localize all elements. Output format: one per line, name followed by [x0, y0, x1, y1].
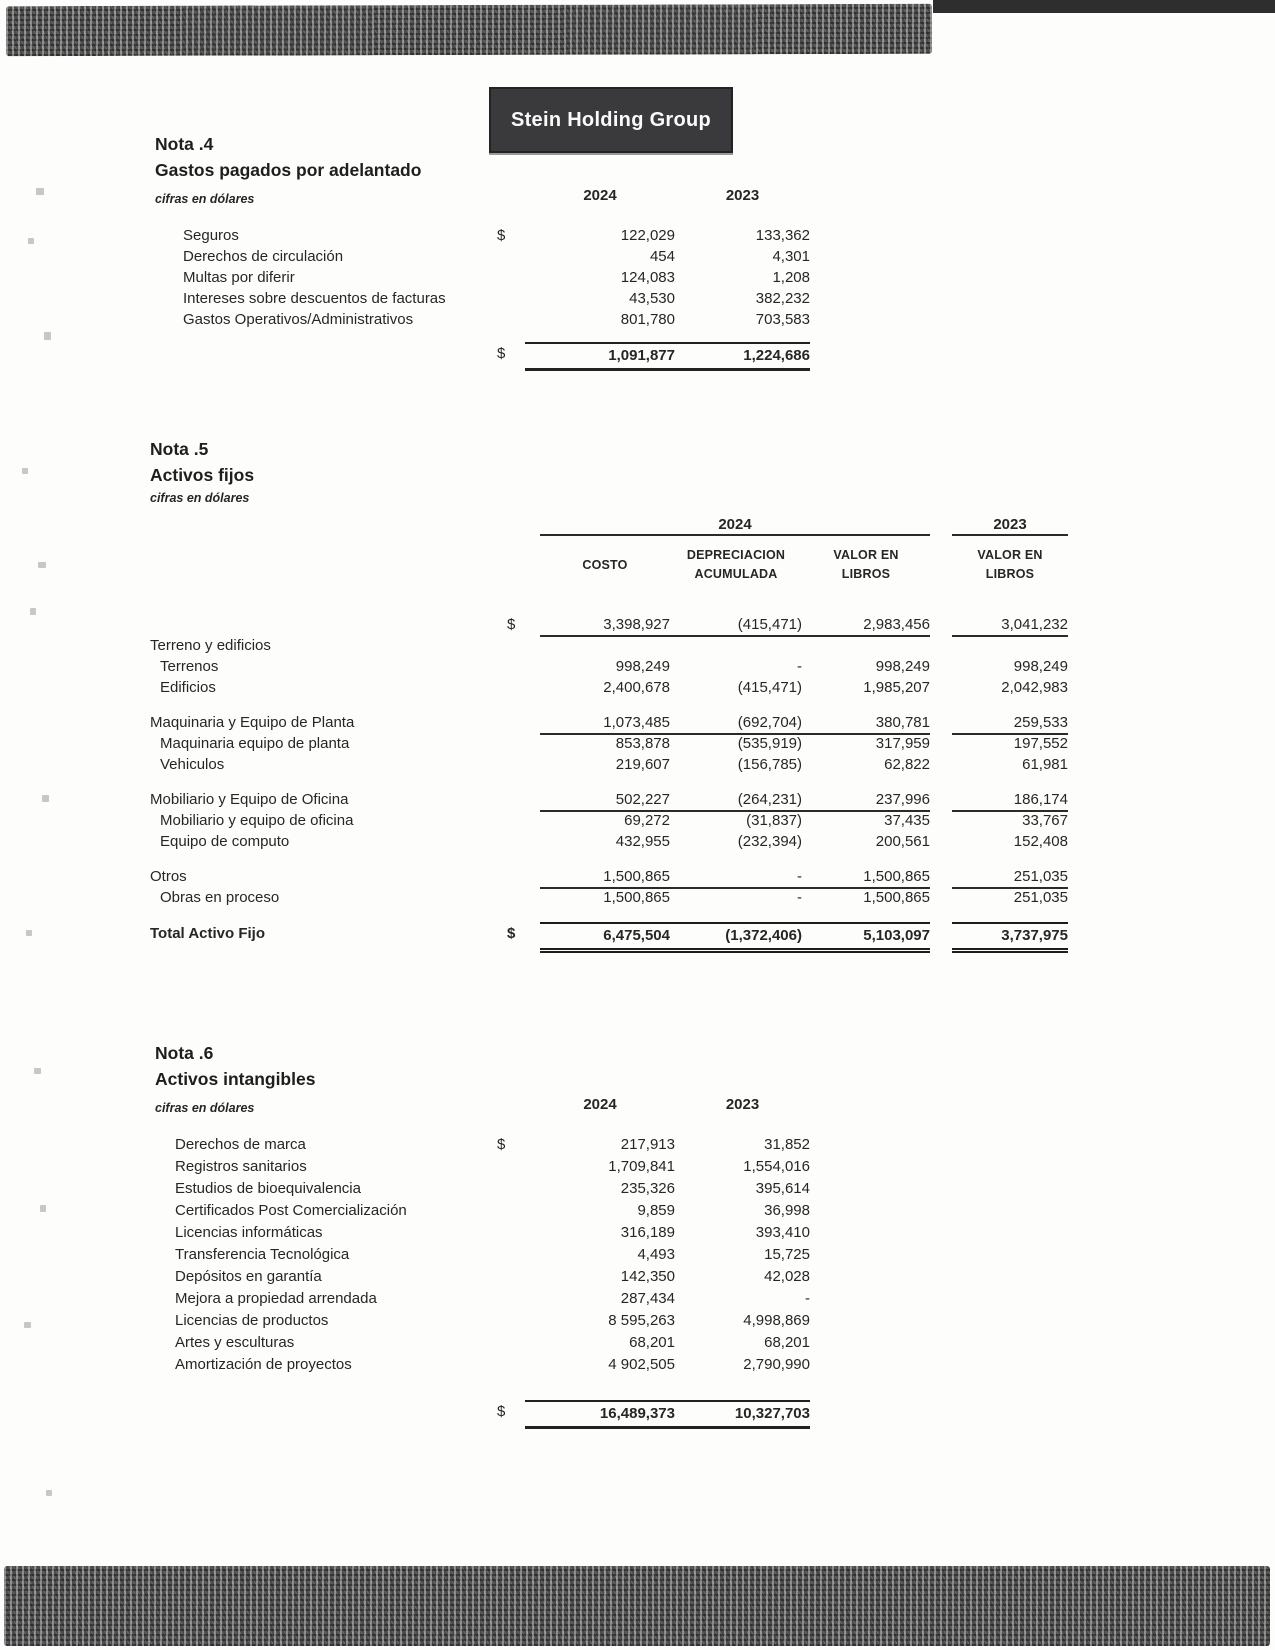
row-label: Derechos de circulación	[183, 248, 344, 265]
value-2024: 4 902,505	[608, 1356, 675, 1373]
value-2024: 454	[649, 248, 675, 265]
value-2024: 235,326	[620, 1180, 675, 1197]
value-2024: 316,189	[620, 1224, 675, 1241]
note-5-section	[150, 438, 1068, 951]
depreciacion: (156,785)	[737, 756, 802, 773]
row-label: Artes y esculturas	[175, 1334, 295, 1351]
valor-libros: 380,781	[802, 712, 930, 735]
table-row	[155, 309, 815, 330]
row-label: Terreno y edificios	[150, 637, 271, 654]
note-4-table	[155, 225, 815, 330]
costo: 432,955	[615, 833, 670, 850]
value-2023: 1,208	[772, 269, 810, 286]
scan-speck	[46, 1490, 52, 1496]
row-label: Obras en proceso	[160, 889, 280, 906]
valor-libros-2023: 2,042,983	[1001, 679, 1068, 696]
valor-libros: 998,249	[875, 658, 930, 675]
table-row	[150, 810, 1068, 831]
column-header-costo: COSTO	[582, 557, 628, 572]
depreciacion: -	[797, 889, 802, 906]
note-5-column-headers	[150, 542, 1068, 588]
value-2024: 124,083	[620, 269, 675, 286]
column-header-valor-libros: VALOR EN LIBROS	[833, 548, 899, 581]
note-4-title: Nota .4	[155, 134, 214, 154]
valor-libros-2023: 259,533	[952, 712, 1068, 735]
table-row	[150, 866, 1068, 887]
depreciacion: (415,471)	[737, 679, 802, 696]
value-2024: 142,350	[620, 1268, 675, 1285]
depreciacion: (31,837)	[746, 812, 802, 829]
row-label: Registros sanitarios	[175, 1158, 307, 1175]
table-row	[155, 267, 815, 288]
note-6-table	[155, 1134, 815, 1376]
row-label: Terrenos	[160, 658, 219, 675]
value-2023: 382,232	[755, 290, 810, 307]
scan-speck	[42, 795, 49, 802]
table-row	[150, 733, 1068, 754]
costo: 1,500,865	[603, 889, 670, 906]
valor-libros-2023: 33,767	[1022, 812, 1068, 829]
valor-libros: 1,985,207	[863, 679, 930, 696]
scan-speck	[34, 1068, 41, 1074]
costo: 853,878	[615, 735, 670, 752]
scan-speck	[24, 1322, 31, 1328]
valor-libros: 62,822	[884, 756, 930, 773]
scan-noise-band-top	[6, 4, 932, 56]
table-row	[155, 1244, 815, 1266]
costo: 502,227	[540, 789, 670, 812]
table-row	[150, 656, 1068, 677]
scan-speck	[30, 608, 36, 615]
table-row	[155, 1310, 815, 1332]
table-row	[150, 712, 1068, 733]
row-label: Multas por diferir	[183, 269, 295, 286]
total-valor-libros-2023: 3,737,975	[952, 922, 1068, 953]
valor-libros-2023: 251,035	[952, 866, 1068, 889]
row-label: Otros	[150, 868, 187, 885]
note-5-year-headers	[150, 516, 1068, 536]
scan-speck	[44, 332, 51, 340]
valor-libros: 317,959	[875, 735, 930, 752]
currency-symbol: $	[507, 925, 516, 942]
note-6-title: Nota .6	[155, 1043, 214, 1063]
value-2023: 15,725	[764, 1246, 810, 1263]
note-4-total-row	[155, 342, 815, 369]
value-2024: 43,530	[629, 290, 675, 307]
row-label: Equipo de computo	[160, 833, 290, 850]
total-2024: 1,091,877	[608, 347, 675, 364]
total-2024: 16,489,373	[599, 1405, 675, 1422]
column-header-2023: 2023	[952, 516, 1068, 536]
table-row	[155, 1134, 815, 1156]
value-2023: 4,998,869	[743, 1312, 810, 1329]
value-2023: 133,362	[755, 227, 810, 244]
value-2024: 8 595,263	[608, 1312, 675, 1329]
row-label: Mobiliario y equipo de oficina	[160, 812, 354, 829]
valor-libros-2023: 3,041,232	[952, 614, 1068, 637]
table-row	[150, 754, 1068, 775]
value-2023: 395,614	[755, 1180, 810, 1197]
valor-libros-2023: 998,249	[1013, 658, 1068, 675]
value-2023: 393,410	[755, 1224, 810, 1241]
table-row	[155, 1288, 815, 1310]
total-costo: 6,475,504	[603, 927, 670, 944]
table-row	[155, 1332, 815, 1354]
value-2023: 4,301	[772, 248, 810, 265]
value-2023: -	[805, 1290, 810, 1307]
depreciacion: (264,231)	[670, 789, 802, 812]
table-row	[150, 677, 1068, 698]
costo: 69,272	[624, 812, 670, 829]
table-row	[155, 1178, 815, 1200]
row-label: Licencias informáticas	[175, 1224, 323, 1241]
currency-symbol: $	[497, 1403, 506, 1420]
row-label: Transferencia Tecnológica	[175, 1246, 350, 1263]
table-row	[155, 1266, 815, 1288]
costo: 3,398,927	[540, 614, 670, 637]
column-header-2024: 2024	[583, 187, 617, 204]
note-5-subtitle: Activos fijos	[150, 465, 255, 485]
scan-edge-bar	[933, 0, 1275, 13]
value-2023: 68,201	[764, 1334, 810, 1351]
row-label: Licencias de productos	[175, 1312, 329, 1329]
costo: 219,607	[615, 756, 670, 773]
value-2023: 1,554,016	[743, 1158, 810, 1175]
depreciacion: -	[797, 658, 802, 675]
company-logo-text: Stein Holding Group	[510, 108, 712, 131]
currency-symbol: $	[507, 616, 516, 633]
value-2024: 1,709,841	[608, 1158, 675, 1175]
value-2023: 2,790,990	[743, 1356, 810, 1373]
note-5-total-row	[150, 922, 1068, 951]
column-header-2023: 2023	[725, 187, 760, 204]
currency-symbol: $	[497, 1136, 506, 1153]
unit-note: cifras en dólares	[155, 192, 255, 206]
table-row	[155, 225, 815, 246]
scan-speck	[38, 562, 46, 568]
value-2024: 801,780	[620, 311, 675, 328]
row-label: Mejora a propiedad arrendada	[175, 1290, 377, 1307]
valor-libros: 1,500,865	[802, 866, 930, 889]
valor-libros-2023: 186,174	[952, 789, 1068, 812]
table-row	[150, 887, 1068, 908]
depreciacion: (415,471)	[670, 614, 802, 637]
depreciacion: (692,704)	[670, 712, 802, 735]
unit-note: cifras en dólares	[155, 1101, 255, 1115]
table-row	[150, 789, 1068, 810]
currency-symbol: $	[497, 345, 506, 362]
value-2024: 68,201	[629, 1334, 675, 1351]
scan-speck	[36, 188, 44, 195]
valor-libros-2023: 251,035	[1013, 889, 1068, 906]
value-2024: 122,029	[620, 227, 675, 244]
valor-libros: 2,983,456	[802, 614, 930, 637]
value-2023: 703,583	[755, 311, 810, 328]
row-label: Estudios de bioequivalencia	[175, 1180, 361, 1197]
value-2023: 36,998	[764, 1202, 810, 1219]
row-label: Edificios	[160, 679, 216, 696]
currency-symbol: $	[497, 227, 506, 244]
value-2023: 42,028	[764, 1268, 810, 1285]
table-row	[155, 288, 815, 309]
column-header-valor-libros-2023: VALOR EN LIBROS	[977, 548, 1043, 581]
total-2023: 1,224,686	[743, 347, 810, 364]
valor-libros: 237,996	[802, 789, 930, 812]
row-label: Amortización de proyectos	[175, 1356, 352, 1373]
total-label: Total Activo Fijo	[150, 925, 265, 942]
row-label: Depósitos en garantía	[175, 1268, 322, 1285]
row-label: Seguros	[183, 227, 239, 244]
costo: 998,249	[615, 658, 670, 675]
table-row	[155, 246, 815, 267]
table-row	[150, 614, 1068, 635]
depreciacion: -	[670, 866, 802, 889]
row-label: Derechos de marca	[175, 1136, 306, 1153]
note-6-subtitle: Activos intangibles	[155, 1069, 316, 1089]
table-row	[155, 1222, 815, 1244]
costo: 1,500,865	[540, 866, 670, 889]
row-label: Intereses sobre descuentos de facturas	[183, 290, 446, 307]
row-label: Mobiliario y Equipo de Oficina	[150, 791, 349, 808]
scan-speck	[26, 930, 32, 936]
column-header-depreciacion: DEPRECIACION ACUMULADA	[686, 548, 786, 581]
row-label: Maquinaria equipo de planta	[160, 735, 350, 752]
depreciacion: (535,919)	[737, 735, 802, 752]
table-row	[155, 1156, 815, 1178]
note-6-section	[155, 1042, 815, 1427]
scan-noise-band-bottom	[4, 1566, 1270, 1646]
note-4-section	[155, 133, 815, 369]
scan-speck	[28, 238, 34, 244]
costo: 2,400,678	[603, 679, 670, 696]
note-6-total-row	[155, 1400, 815, 1427]
row-label: Vehiculos	[160, 756, 225, 773]
table-row	[150, 635, 1068, 656]
column-header-2024: 2024	[540, 516, 930, 536]
scan-speck	[22, 468, 28, 474]
total-depreciacion: (1,372,406)	[725, 927, 802, 944]
row-label: Gastos Operativos/Administrativos	[183, 311, 414, 328]
note-5-table	[150, 614, 1068, 908]
costo: 1,073,485	[540, 712, 670, 735]
row-label: Maquinaria y Equipo de Planta	[150, 714, 355, 731]
value-2024: 4,493	[637, 1246, 675, 1263]
valor-libros-2023: 61,981	[1022, 756, 1068, 773]
valor-libros: 200,561	[875, 833, 930, 850]
valor-libros: 1,500,865	[863, 889, 930, 906]
table-row	[155, 1354, 815, 1376]
scan-speck	[40, 1205, 46, 1212]
table-row	[155, 1200, 815, 1222]
column-header-2024: 2024	[583, 1096, 617, 1113]
valor-libros-2023: 152,408	[1013, 833, 1068, 850]
row-label: Certificados Post Comercialización	[175, 1202, 407, 1219]
note-5-title: Nota .5	[150, 439, 209, 459]
unit-note: cifras en dólares	[150, 491, 250, 505]
value-2024: 9,859	[637, 1202, 675, 1219]
total-2023: 10,327,703	[734, 1405, 810, 1422]
valor-libros: 37,435	[884, 812, 930, 829]
depreciacion: (232,394)	[737, 833, 802, 850]
column-header-2023: 2023	[725, 1096, 760, 1113]
value-2024: 287,434	[620, 1290, 675, 1307]
table-row	[150, 831, 1068, 852]
value-2024: 217,913	[620, 1136, 675, 1153]
note-4-subtitle: Gastos pagados por adelantado	[155, 160, 422, 180]
total-valor-libros: 5,103,097	[863, 927, 930, 944]
value-2023: 31,852	[764, 1136, 810, 1153]
valor-libros-2023: 197,552	[1013, 735, 1068, 752]
